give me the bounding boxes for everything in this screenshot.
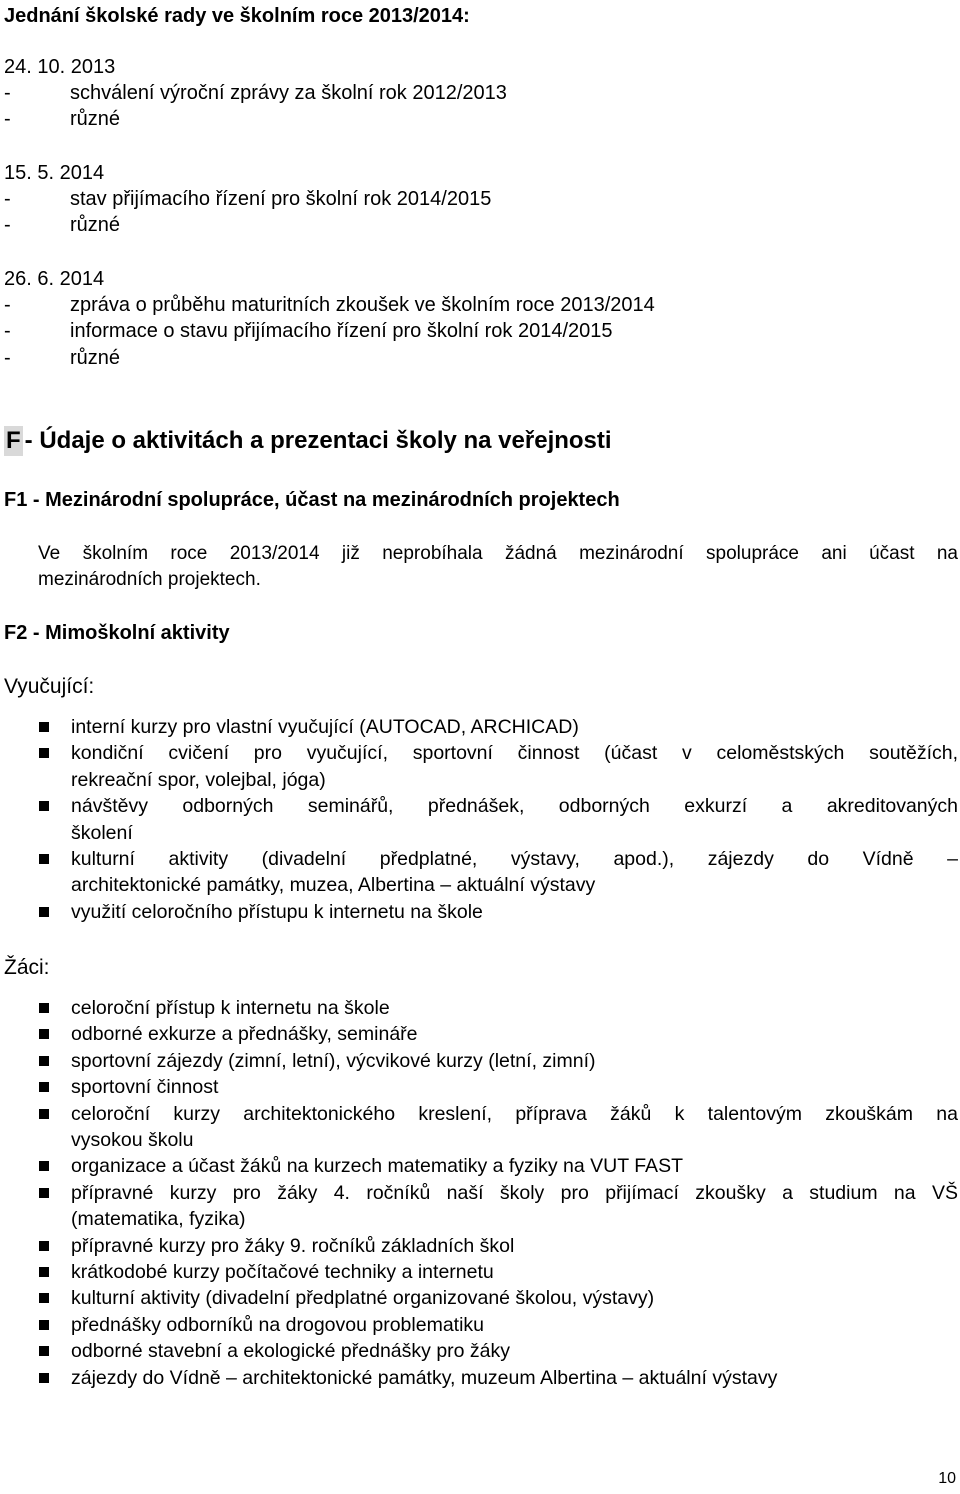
bullet-icon xyxy=(39,1320,49,1330)
f1-paragraph-line: Ve školním roce 2013/2014 již neprobíhala žádná mezinárodní spolupráce ani účast na xyxy=(38,543,958,564)
bullet-icon xyxy=(39,1029,49,1039)
meeting-date: 24. 10. 2013 xyxy=(4,56,116,78)
meeting-item: - různé xyxy=(4,214,121,236)
document-heading: Jednání školské rady ve školním roce 2013/2014: xyxy=(4,5,470,27)
list-item: využití celoročního přístupu k internetu na škole xyxy=(0,899,960,925)
list-item: celoroční kurzy architektonického kreslení, příprava žáků k talentovým zkouškám na vysokou školu xyxy=(0,1101,960,1154)
meeting-item: - různé xyxy=(4,108,121,130)
list-item: kulturní aktivity (divadelní předplatné, výstavy, apod.), zájezdy do Vídně – architektonické památky, muzea, Albertina – aktuální výstavy xyxy=(0,846,960,899)
list-item: sportovní zájezdy (zimní, letní), výcvikové kurzy (letní, zimní) xyxy=(0,1048,960,1074)
list-item: zájezdy do Vídně – architektonické památky, muzeum Albertina – aktuální výstavy xyxy=(0,1365,960,1391)
bullet-icon xyxy=(39,1188,49,1198)
list-item: kulturní aktivity (divadelní předplatné organizované školou, výstavy) xyxy=(0,1285,960,1311)
bullet-icon xyxy=(39,801,49,811)
list-item: krátkodobé kurzy počítačové techniky a internetu xyxy=(0,1259,960,1285)
list-item: interní kurzy pro vlastní vyučující (AUTOCAD, ARCHICAD) xyxy=(0,714,960,740)
bullet-icon xyxy=(39,748,49,758)
section-f-letter: F xyxy=(6,427,21,454)
bullet-icon xyxy=(39,1346,49,1356)
bullet-icon xyxy=(39,1293,49,1303)
list-item: sportovní činnost xyxy=(0,1074,960,1100)
students-label: Žáci: xyxy=(4,956,50,979)
list-item: kondiční cvičení pro vyučující, sportovní činnost (účast v celoměstských soutěžích, rekreační spor, volejbal, jóga) xyxy=(0,740,960,793)
section-f-title: - Údaje o aktivitách a prezentaci školy na veřejnosti xyxy=(24,427,612,454)
f2-heading: F2 - Mimoškolní aktivity xyxy=(4,622,230,644)
list-item: odborné exkurze a přednášky, semináře xyxy=(0,1021,960,1047)
meeting-item: - informace o stavu přijímacího řízení pro školní rok 2014/2015 xyxy=(4,320,613,342)
bullet-icon xyxy=(39,1056,49,1066)
f1-heading: F1 - Mezinárodní spolupráce, účast na mezinárodních projektech xyxy=(4,489,620,511)
bullet-icon xyxy=(39,907,49,917)
meeting-item: - stav přijímacího řízení pro školní rok 2014/2015 xyxy=(4,188,492,210)
bullet-icon xyxy=(39,854,49,864)
f1-paragraph-line: mezinárodních projektech. xyxy=(38,569,261,590)
bullet-icon xyxy=(39,1109,49,1119)
f1-paragraph xyxy=(38,541,958,593)
meeting-date: 26. 6. 2014 xyxy=(4,268,105,290)
meeting-item: - schválení výroční zprávy za školní rok 2012/2013 xyxy=(4,82,507,104)
meeting-item: - různé xyxy=(4,347,121,369)
bullet-icon xyxy=(39,1082,49,1092)
students-list xyxy=(0,995,960,1391)
list-item: organizace a účast žáků na kurzech matematiky a fyziky na VUT FAST xyxy=(0,1153,960,1179)
section-f-heading xyxy=(4,426,612,456)
teachers-list xyxy=(0,714,960,925)
bullet-icon xyxy=(39,722,49,732)
bullet-icon xyxy=(39,1241,49,1251)
list-item: celoroční přístup k internetu na škole xyxy=(0,995,960,1021)
bullet-icon xyxy=(39,1003,49,1013)
list-item: odborné stavební a ekologické přednášky pro žáky xyxy=(0,1338,960,1364)
list-item: přípravné kurzy pro žáky 4. ročníků naší školy pro přijímací zkoušky a studium na VŠ (matematika, fyzika) xyxy=(0,1180,960,1233)
meeting-item: - zpráva o průběhu maturitních zkoušek ve školním roce 2013/2014 xyxy=(4,294,655,316)
bullet-icon xyxy=(39,1161,49,1171)
teachers-label: Vyučující: xyxy=(4,675,95,698)
bullet-icon xyxy=(39,1267,49,1277)
list-item: přípravné kurzy pro žáky 9. ročníků základních škol xyxy=(0,1233,960,1259)
bullet-icon xyxy=(39,1373,49,1383)
meeting-date: 15. 5. 2014 xyxy=(4,162,105,184)
list-item: přednášky odborníků na drogovou problematiku xyxy=(0,1312,960,1338)
list-item: návštěvy odborných seminářů, přednášek, odborných exkurzí a akreditovaných školení xyxy=(0,793,960,846)
page-number: 10 xyxy=(938,1470,956,1487)
